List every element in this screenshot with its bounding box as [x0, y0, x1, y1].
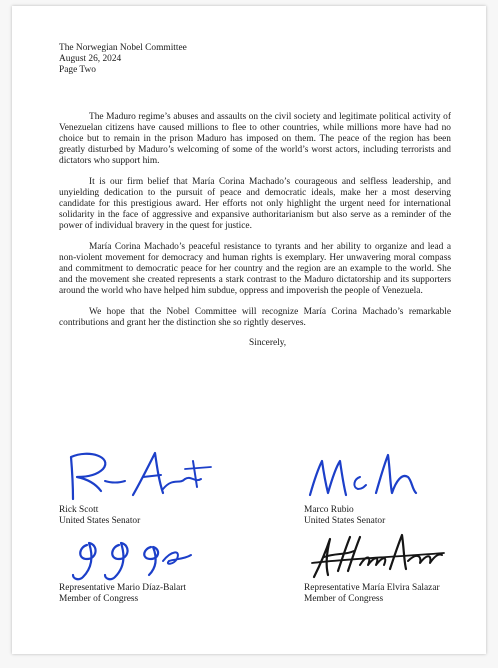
signatory-title: Member of Congress	[59, 594, 139, 605]
page-number-line: Page Two	[59, 65, 96, 76]
signature-section	[59, 447, 459, 637]
handwritten-signature-maria-elvira-salazar	[304, 525, 486, 583]
paragraph-peaceful-resistance: María Corina Machado’s peaceful resistance to tyrants and her ability to organize and lead a non-violent movement for democracy and human rights is exemplary. Her unwavering moral compass and commitment to democratic peace for her country and the region are an example to the world. She and the movement she created represents a stark contrast to the Maduro dictatorship and its supporters around the world who have helped him subdue, oppress and impoverish the people of Venezuela.	[59, 241, 451, 297]
paragraph-firm-belief: It is our firm belief that María Corina Machado’s courageous and selfless leadership, and unyielding dedication to the pursuit of peace and democratic ideals, make her a most deserving candidate for this prestigious award. Her efforts not only highlight the urgent need for international solidarity in the face of aggressive and expansive authoritarianism but also serve as a reminder of the power of individual bravery in the quest for justice.	[59, 176, 451, 232]
handwritten-signature-marco-rubio	[304, 447, 486, 505]
paragraph-regime-abuses: The Maduro regime’s abuses and assaults on the civil society and legitimate political activity of Venezuelan citizens have caused millions to flee to other countries, while millions more have had no choice but to remain in the prison Maduro has imposed on them. The peace of the region has been greatly disturbed by Maduro’s welcoming of some of the world’s worst actors, including terrorists and dictators who support him.	[59, 111, 451, 167]
signature-block-rick-scott	[59, 447, 249, 528]
handwritten-signature-rick-scott	[59, 447, 249, 505]
signatory-name: Representative María Elvira Salazar	[304, 583, 440, 593]
signatory-name: Representative Mario Díaz-Balart	[59, 583, 187, 593]
signature-block-maria-elvira-salazar	[304, 525, 486, 606]
signatory-title: United States Senator	[304, 516, 386, 527]
handwritten-signature-mario-diaz-balart	[59, 525, 249, 583]
signatory-title: Member of Congress	[304, 594, 384, 605]
date-line: August 26, 2024	[59, 54, 122, 65]
signature-block-mario-diaz-balart	[59, 525, 249, 606]
closing-salutation: Sincerely,	[249, 338, 287, 349]
signatory-name: Marco Rubio	[304, 505, 354, 515]
letter-body	[59, 43, 451, 349]
signatory-title: United States Senator	[59, 516, 141, 527]
letter-page	[12, 6, 486, 654]
signature-block-marco-rubio	[304, 447, 486, 528]
signatory-name: Rick Scott	[59, 505, 99, 515]
paragraph-hope: We hope that the Nobel Committee will recognize María Corina Machado’s remarkable contributions and grant her the distinction she so rightly deserves.	[59, 306, 451, 328]
recipient-line: The Norwegian Nobel Committee	[59, 43, 187, 53]
